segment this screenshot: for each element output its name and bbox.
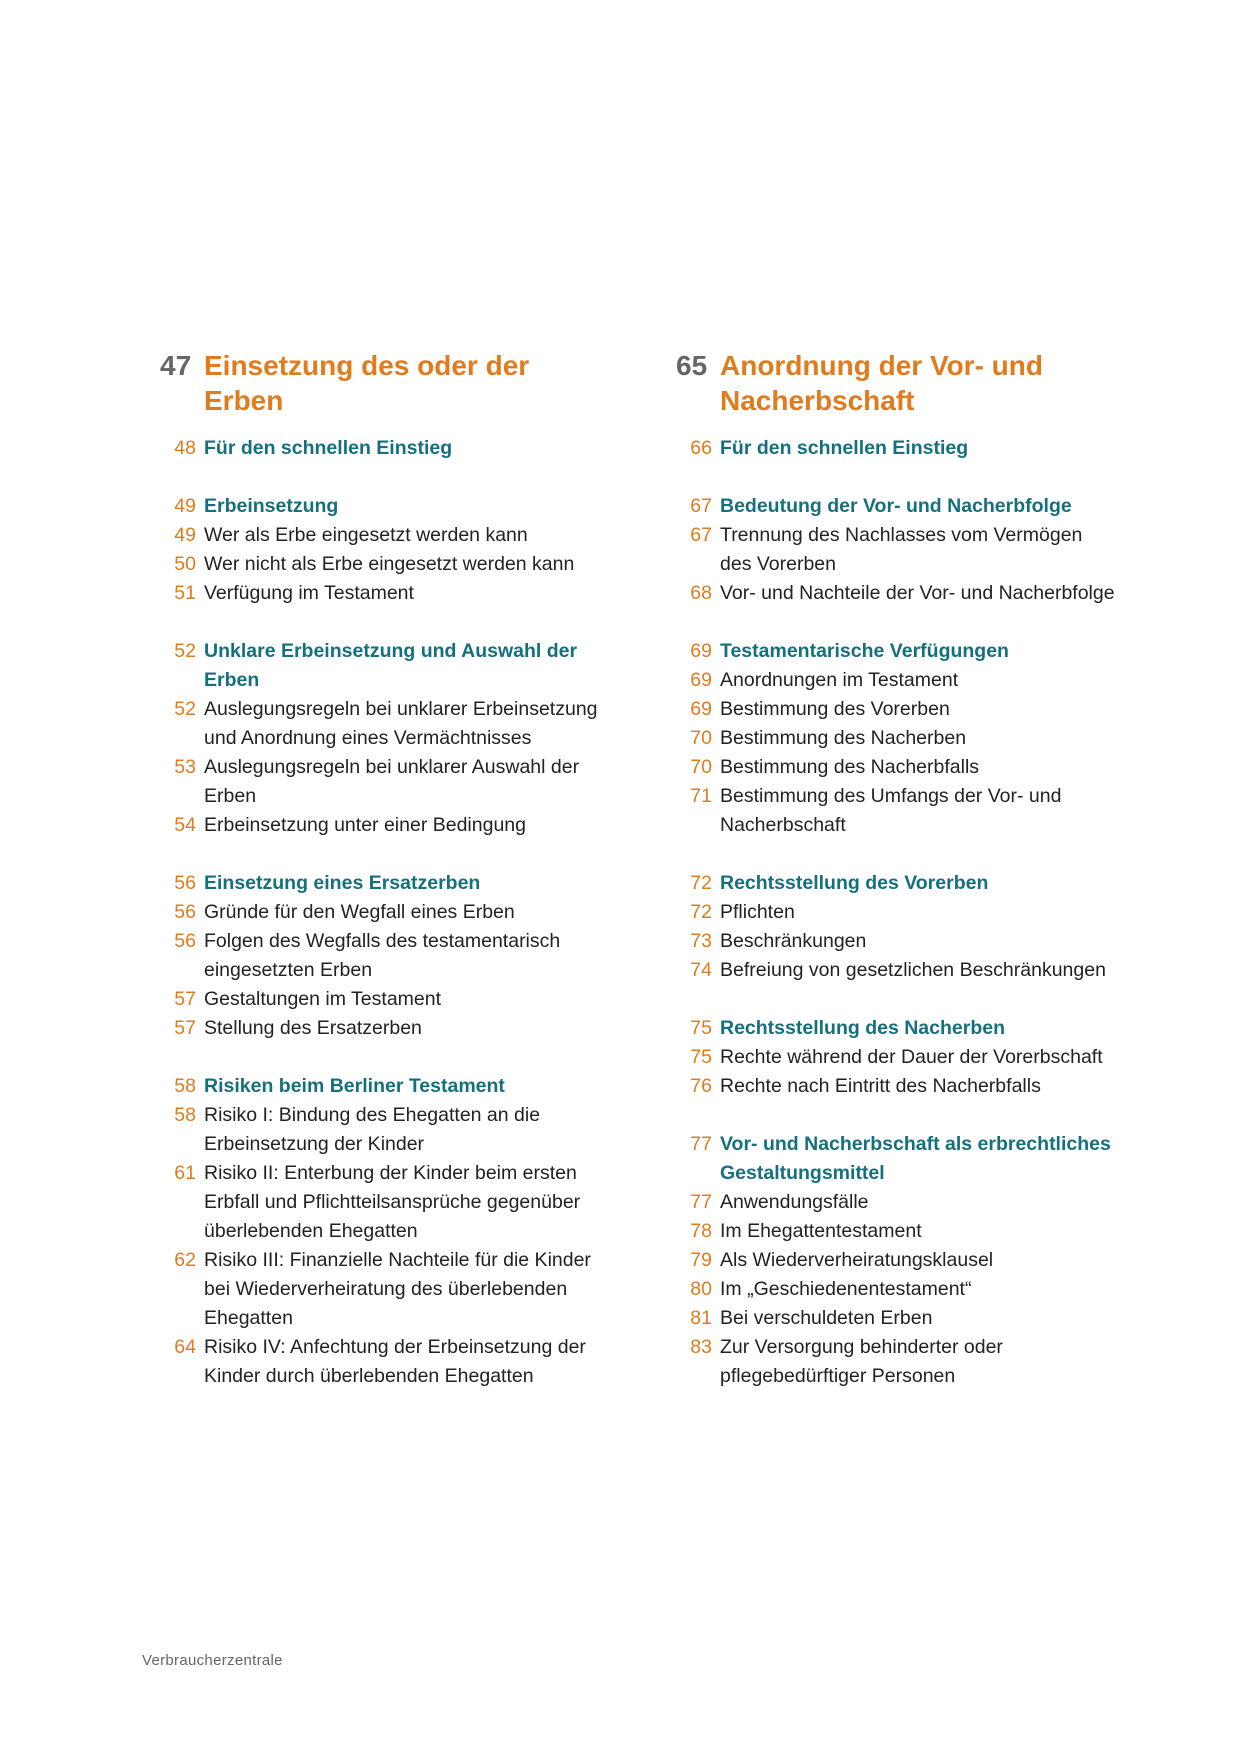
toc-page-number: 72 (690, 901, 712, 923)
toc-page-number: 61 (174, 1162, 196, 1184)
toc-entry[interactable] (160, 521, 600, 550)
toc-entry-title: Trennung des Nachlasses vom Vermögen des Vorerben (720, 524, 1083, 575)
toc-entry[interactable] (160, 753, 600, 811)
toc-entry-title: Folgen des Wegfalls des testamentarisch eingesetzten Erben (204, 930, 561, 981)
toc-entry-title: Bestimmung des Nacherben (720, 727, 967, 749)
toc-page-number: 67 (690, 524, 712, 546)
chapter-page-number: 47 (160, 350, 192, 381)
toc-entry-title: Einsetzung eines Ersatzerben (204, 872, 481, 894)
toc-entry[interactable] (676, 1275, 1116, 1304)
toc-section-heading[interactable] (160, 869, 600, 898)
toc-entry[interactable] (676, 1304, 1116, 1333)
toc-entry-title: Im „Geschiedenentestament“ (720, 1278, 972, 1300)
toc-entry[interactable] (160, 1159, 600, 1246)
chapter-page-number: 65 (676, 350, 708, 381)
toc-entry-title: Anwendungsfälle (720, 1191, 869, 1213)
toc-entry-title: Verfügung im Testament (204, 582, 414, 604)
toc-section-heading[interactable] (160, 434, 600, 463)
footer-publisher: Verbraucherzentrale (142, 1652, 283, 1669)
toc-section-heading[interactable] (160, 637, 600, 695)
toc-page-number: 66 (690, 437, 712, 459)
toc-page-number: 49 (174, 524, 196, 546)
toc-page-number: 68 (690, 582, 712, 604)
toc-page-number: 56 (174, 872, 196, 894)
toc-entry-title: Risiko II: Enterbung der Kinder beim ersten Erbfall und Pflichtteilsansprüche gegenüber überlebenden Ehegatten (204, 1162, 581, 1242)
toc-page-number: 75 (690, 1046, 712, 1068)
toc-entry-title: Als Wiederverheiratungsklausel (720, 1249, 994, 1271)
toc-section-heading[interactable] (676, 1130, 1116, 1188)
toc-page-number: 49 (174, 495, 196, 517)
toc-section-heading[interactable] (160, 1072, 600, 1101)
toc-page-number: 73 (690, 930, 712, 952)
toc-column-right (676, 348, 1116, 1391)
toc-entry-title: Risiken beim Berliner Testament (204, 1075, 505, 1097)
toc-page-number: 50 (174, 553, 196, 575)
toc-page-number: 52 (174, 640, 196, 662)
toc-page-number: 56 (174, 930, 196, 952)
toc-page-number: 69 (690, 669, 712, 691)
toc-page-number: 70 (690, 727, 712, 749)
toc-entry-title: Testamentarische Verfügungen (720, 640, 1009, 662)
toc-entry[interactable] (676, 898, 1116, 927)
toc-entry-title: Erbeinsetzung unter einer Bedingung (204, 814, 526, 836)
toc-page-number: 53 (174, 756, 196, 778)
toc-entry-title: Risiko IV: Anfechtung der Erbeinsetzung der Kinder durch überlebenden Ehegatten (204, 1336, 586, 1387)
toc-entry[interactable] (676, 956, 1116, 985)
toc-entry-title: Wer als Erbe eingesetzt werden kann (204, 524, 528, 546)
toc-entries (160, 434, 600, 1391)
toc-entry[interactable] (676, 1333, 1116, 1391)
toc-entry-title: Befreiung von gesetzlichen Beschränkungen (720, 959, 1106, 981)
toc-entry[interactable] (676, 579, 1116, 608)
toc-page-number: 81 (690, 1307, 712, 1329)
toc-section-heading[interactable] (676, 434, 1116, 463)
toc-section-heading[interactable] (676, 637, 1116, 666)
toc-entry-title: Unklare Erbeinsetzung und Auswahl der Erben (204, 640, 578, 691)
toc-entry[interactable] (160, 985, 600, 1014)
toc-section-heading[interactable] (676, 1014, 1116, 1043)
toc-page-number: 79 (690, 1249, 712, 1271)
toc-entry-title: Vor- und Nacherbschaft als erbrechtliches Gestaltungsmittel (720, 1133, 1111, 1184)
toc-page-number: 69 (690, 640, 712, 662)
toc-page-number: 57 (174, 988, 196, 1010)
toc-entry[interactable] (160, 550, 600, 579)
toc-entry-title: Gestaltungen im Testament (204, 988, 442, 1010)
toc-page-number: 74 (690, 959, 712, 981)
toc-page-number: 80 (690, 1278, 712, 1300)
toc-entry[interactable] (160, 927, 600, 985)
toc-entry-title: Bestimmung des Vorerben (720, 698, 950, 720)
toc-page-number: 58 (174, 1104, 196, 1126)
toc-page-number: 67 (690, 495, 712, 517)
toc-entry-title: Anordnungen im Testament (720, 669, 959, 691)
toc-entry-title: Rechte nach Eintritt des Nacherbfalls (720, 1075, 1041, 1097)
toc-entry-title: Wer nicht als Erbe eingesetzt werden kann (204, 553, 575, 575)
toc-page-number: 69 (690, 698, 712, 720)
toc-entry[interactable] (676, 782, 1116, 840)
toc-entry-title: Bedeutung der Vor- und Nacherbfolge (720, 495, 1072, 517)
toc-entry[interactable] (160, 1014, 600, 1043)
toc-entry-title: Für den schnellen Einstieg (720, 437, 969, 459)
toc-column-left (160, 348, 600, 1391)
toc-page-number: 54 (174, 814, 196, 836)
toc-entry-title: Rechtsstellung des Vorerben (720, 872, 989, 894)
toc-page-number: 71 (690, 785, 712, 807)
toc-entry-title: Im Ehegattentestament (720, 1220, 922, 1242)
toc-entry[interactable] (676, 1246, 1116, 1275)
toc-page-number: 78 (690, 1220, 712, 1242)
toc-page-number: 58 (174, 1075, 196, 1097)
toc-section-heading[interactable] (676, 869, 1116, 898)
toc-section-heading[interactable] (160, 492, 600, 521)
toc-page-number: 77 (690, 1191, 712, 1213)
toc-entry-title: Stellung des Ersatzerben (204, 1017, 422, 1039)
toc-entry[interactable] (160, 811, 600, 840)
toc-entry[interactable] (676, 724, 1116, 753)
toc-entry-title: Risiko I: Bindung des Ehegatten an die Erbeinsetzung der Kinder (204, 1104, 541, 1155)
toc-page-number: 72 (690, 872, 712, 894)
toc-entry[interactable] (676, 1188, 1116, 1217)
toc-entry-title: Zur Versorgung behinderter oder pflegebedürftiger Personen (720, 1336, 1003, 1387)
toc-page-number: 64 (174, 1336, 196, 1358)
toc-entry-title: Bei verschuldeten Erben (720, 1307, 933, 1329)
toc-entry[interactable] (676, 1043, 1116, 1072)
toc-entry[interactable] (676, 521, 1116, 579)
toc-entry[interactable] (160, 1246, 600, 1333)
chapter-title: Einsetzung des oder der Erben (204, 350, 530, 416)
toc-entry[interactable] (676, 695, 1116, 724)
toc-entry-title: Bestimmung des Umfangs der Vor- und Nacherbschaft (720, 785, 1062, 836)
toc-entry-title: Gründe für den Wegfall eines Erben (204, 901, 515, 923)
toc-entry-title: Risiko III: Finanzielle Nachteile für die Kinder bei Wiederverheiratung des überlebenden Ehegatten (204, 1249, 591, 1329)
toc-entry[interactable] (676, 1072, 1116, 1101)
toc-page-number: 48 (174, 437, 196, 459)
toc-page-number: 76 (690, 1075, 712, 1097)
toc-entry-title: Für den schnellen Einstieg (204, 437, 453, 459)
toc-entry[interactable] (676, 1217, 1116, 1246)
toc-entry-title: Vor- und Nachteile der Vor- und Nacherbfolge (720, 582, 1115, 604)
toc-entry-title: Auslegungsregeln bei unklarer Erbeinsetzung und Anordnung eines Vermächtnisses (204, 698, 598, 749)
toc-entry[interactable] (160, 579, 600, 608)
chapter-heading (676, 348, 1116, 418)
toc-entries (676, 434, 1116, 1391)
toc-entry-title: Pflichten (720, 901, 795, 923)
toc-entry-title: Rechtsstellung des Nacherben (720, 1017, 1005, 1039)
toc-page-number: 83 (690, 1336, 712, 1358)
toc-page-number: 77 (690, 1133, 712, 1155)
toc-page-number: 52 (174, 698, 196, 720)
chapter-heading (160, 348, 600, 418)
toc-section-heading[interactable] (676, 492, 1116, 521)
toc-page-number: 57 (174, 1017, 196, 1039)
toc-entry-title: Auslegungsregeln bei unklarer Auswahl der Erben (204, 756, 580, 807)
toc-entry-title: Erbeinsetzung (204, 495, 339, 517)
toc-page-number: 70 (690, 756, 712, 778)
toc-page-number: 56 (174, 901, 196, 923)
toc-entry[interactable] (676, 927, 1116, 956)
toc-entry-title: Rechte während der Dauer der Vorerbschaft (720, 1046, 1103, 1068)
toc-page-number: 51 (174, 582, 196, 604)
toc-page-number: 62 (174, 1249, 196, 1271)
toc-entry[interactable] (160, 695, 600, 753)
toc-page-number: 75 (690, 1017, 712, 1039)
toc-entry-title: Bestimmung des Nacherbfalls (720, 756, 980, 778)
toc-entry-title: Beschränkungen (720, 930, 867, 952)
toc-entry[interactable] (160, 1101, 600, 1159)
toc-entry[interactable] (160, 898, 600, 927)
toc-entry[interactable] (160, 1333, 600, 1391)
toc-entry[interactable] (676, 753, 1116, 782)
chapter-title: Anordnung der Vor- und Nacherbschaft (720, 350, 1043, 416)
toc-entry[interactable] (676, 666, 1116, 695)
